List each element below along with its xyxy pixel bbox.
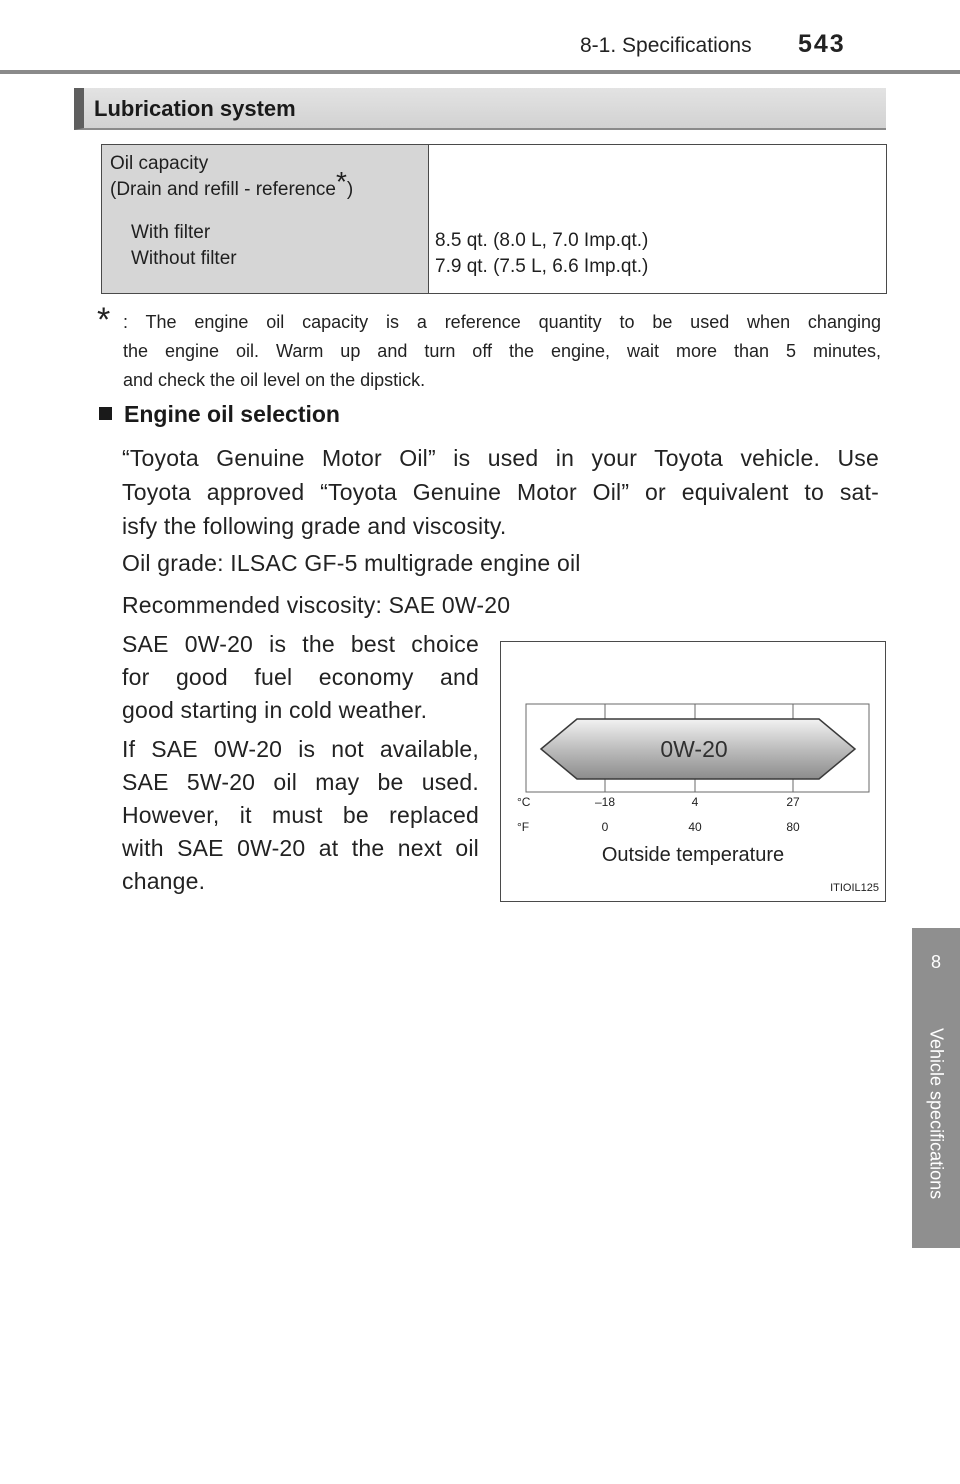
fahrenheit-unit-label: °F (517, 820, 530, 834)
celsius-tick-label: 4 (691, 795, 699, 809)
intro-paragraph (122, 441, 879, 543)
footnote-marker: * (335, 165, 347, 197)
oil-capacity-table (101, 144, 887, 294)
recommended-viscosity: Recommended viscosity: SAE 0W-20 (122, 592, 511, 618)
celsius-tick-label: 27 (786, 795, 800, 809)
paragraph-line: for good fuel economy and (122, 664, 479, 690)
table-label-title: Oil capacity (110, 153, 209, 174)
section-title: 8-1. Specifications (580, 34, 752, 57)
chapter-tab-number: 8 (930, 952, 941, 972)
paragraph-line: with SAE 0W-20 at the next oil (122, 835, 479, 861)
paragraph-line: If SAE 0W-20 is not available, (122, 736, 479, 762)
table-value-cell (429, 145, 887, 294)
paragraph-line: “Toyota Genuine Motor Oil” is used in your Toyota vehicle. Use (122, 445, 879, 471)
paragraph-line: However, it must be replaced (122, 802, 479, 828)
table-row-value: 8.5 qt. (8.0 L, 7.0 Imp.qt.) (435, 230, 649, 251)
viscosity-band-label: 0W-20 (660, 736, 728, 762)
celsius-unit-label: °C (517, 795, 531, 809)
subsection-heading: Engine oil selection (99, 401, 340, 428)
table-row-label: Without filter (131, 248, 237, 269)
square-bullet-icon (99, 407, 112, 420)
oil-grade: Oil grade: ILSAC GF-5 multigrade engine oil (122, 550, 581, 576)
paragraph-line: good starting in cold weather. (122, 697, 428, 723)
footnote-line: : The engine oil capacity is a reference quantity to be used when changing (123, 312, 881, 332)
paragraph-line: SAE 5W-20 oil may be used. (122, 769, 479, 795)
footnote-line: and check the oil level on the dipstick. (123, 370, 426, 390)
table-row-label: With filter (131, 222, 211, 243)
fahrenheit-tick-label: 0 (601, 820, 609, 834)
viscosity-paragraph-1 (122, 628, 479, 727)
section-heading: Lubrication system (74, 88, 886, 130)
paragraph-line: isfy the following grade and viscosity. (122, 513, 507, 539)
header-rule (0, 70, 960, 74)
viscosity-paragraph-2 (122, 733, 479, 898)
paragraph-line: change. (122, 868, 206, 894)
figure-caption: Outside temperature (601, 844, 785, 866)
figure-id: ITIOIL125 (830, 882, 879, 894)
footnote-star: * (97, 301, 111, 339)
footnote-line: the engine oil. Warm up and turn off the engine, wait more than 5 minutes, (123, 341, 881, 361)
table-row-value: 7.9 qt. (7.5 L, 6.6 Imp.qt.) (435, 256, 649, 277)
paragraph-line: Toyota approved “Toyota Genuine Motor Oil” or equivalent to sat- (122, 479, 879, 505)
viscosity-temperature-figure (500, 641, 886, 902)
fahrenheit-tick-label: 40 (688, 820, 702, 834)
table-label-subtitle: (Drain and refill - reference*) (110, 165, 354, 200)
paragraph-line: SAE 0W-20 is the best choice (122, 631, 479, 657)
chapter-tab-label: Vehicle specifications (926, 1028, 947, 1200)
celsius-tick-label: –18 (594, 795, 616, 809)
table-label-cell (102, 145, 429, 294)
fahrenheit-tick-label: 80 (786, 820, 800, 834)
page-number: 543 (798, 30, 846, 58)
footnote (97, 301, 881, 395)
